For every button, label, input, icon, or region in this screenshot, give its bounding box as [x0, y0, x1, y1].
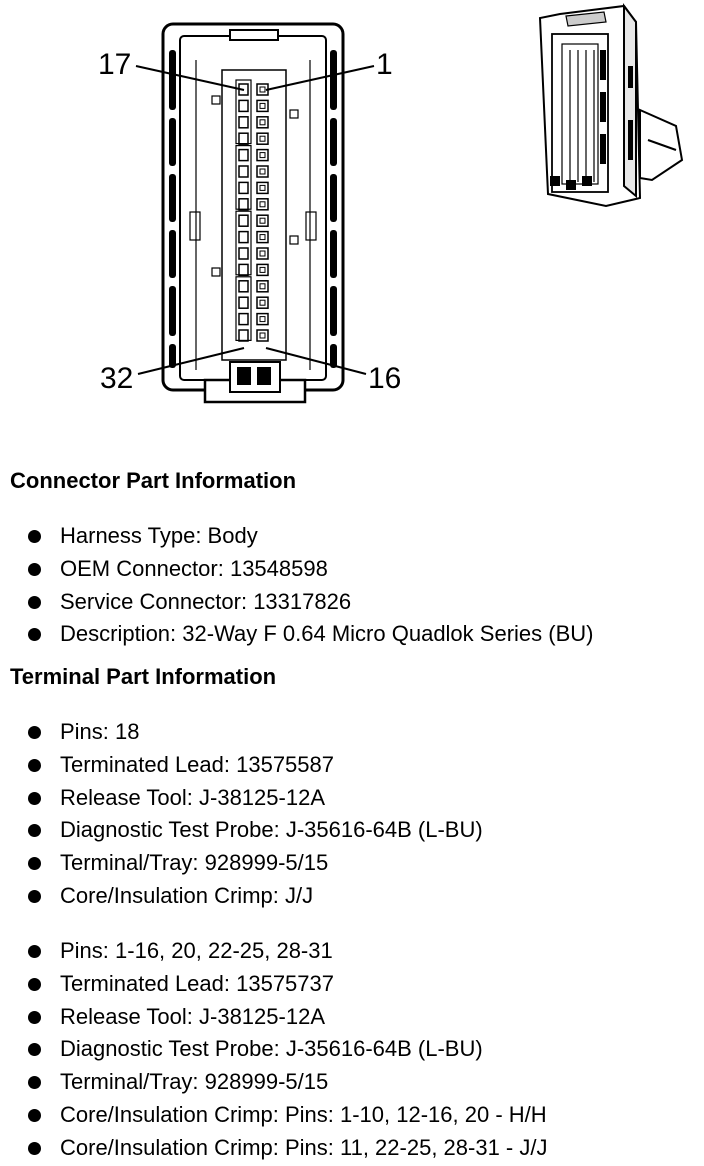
list-item	[0, 880, 483, 913]
list-item-text: OEM Connector: 13548598	[60, 555, 328, 581]
bullet-icon	[28, 628, 41, 641]
list-item-text: Harness Type: Body	[60, 523, 258, 548]
terminal-cavity	[257, 150, 268, 161]
terminal-cavity	[257, 330, 268, 341]
side-slots-left	[169, 50, 176, 368]
bullet-icon	[28, 530, 41, 543]
terminal-cavity	[257, 199, 268, 210]
list-item	[0, 814, 483, 847]
list-item	[0, 935, 547, 968]
pin-label-1: 1	[376, 48, 393, 81]
list-item-text: Terminated Lead: 13575587	[60, 751, 334, 777]
connector-info-heading: Connector Part Information	[10, 468, 297, 493]
terminal-cavity	[257, 314, 268, 325]
list-item-text: Pins: 1-16, 20, 22-25, 28-31	[60, 938, 333, 963]
bullet-icon	[28, 857, 41, 870]
terminal-cavity	[239, 314, 248, 325]
list-item	[0, 553, 593, 586]
bullet-icon	[28, 945, 41, 958]
list-item	[0, 1001, 547, 1034]
terminal-cavity	[257, 232, 268, 243]
terminal-cavity	[239, 281, 248, 292]
list-item-text: Terminal/Tray: 928999-5/15	[60, 1069, 329, 1095]
terminal-cavity	[257, 100, 268, 111]
terminal-info-heading: Terminal Part Information	[10, 664, 277, 689]
bullet-icon	[28, 596, 41, 609]
bullet-icon	[28, 563, 41, 576]
bullet-icon	[28, 792, 41, 805]
terminal-cavity	[257, 117, 268, 128]
terminal-cavity	[257, 264, 268, 275]
list-item-text: Terminal/Tray: 928999-5/15	[60, 850, 329, 876]
connector-isometric-view	[540, 6, 682, 206]
list-item	[0, 749, 483, 782]
terminal-cavity	[257, 281, 268, 292]
list-item	[0, 847, 483, 880]
list-item	[0, 716, 483, 749]
bullet-icon	[28, 726, 41, 739]
list-item-text: Description: 32-Way F 0.64 Micro Quadlok Series (BU)	[60, 621, 594, 647]
connector-info-list	[0, 520, 593, 651]
terminal-cavity	[257, 248, 268, 259]
terminal-cavity	[239, 182, 248, 193]
side-slots-right	[330, 50, 337, 368]
terminal-cavity	[239, 297, 248, 308]
terminal-cavity	[257, 166, 268, 177]
pin-label-16: 16	[368, 362, 402, 395]
pin-label-32: 32	[100, 362, 134, 395]
terminal-cavity	[257, 182, 268, 193]
list-item-text: Terminated Lead: 13575737	[60, 970, 334, 996]
terminal-cavity	[239, 166, 248, 177]
list-item	[0, 1132, 547, 1165]
terminal-cavity	[239, 264, 248, 275]
connector-figure	[0, 0, 704, 440]
list-item-text: Release Tool: J-38125-12A	[60, 1003, 325, 1029]
bullet-icon	[28, 1109, 41, 1122]
terminal-cavity	[239, 100, 248, 111]
bullet-icon	[28, 978, 41, 991]
list-item-text: Pins: 18	[60, 719, 140, 744]
terminal-info-list-1	[0, 716, 483, 913]
list-item-text: Core/Insulation Crimp: J/J	[60, 882, 314, 908]
list-item	[0, 1033, 547, 1066]
list-item	[0, 968, 547, 1001]
bullet-icon	[28, 1142, 41, 1155]
list-item	[0, 1066, 547, 1099]
terminal-cavity	[239, 215, 248, 226]
terminal-cavity	[239, 330, 248, 341]
terminal-cavity	[239, 133, 248, 144]
list-item-text: Core/Insulation Crimp: Pins: 11, 22-25, 28-31 - J/J	[60, 1134, 548, 1160]
list-item	[0, 782, 483, 815]
list-item	[0, 520, 593, 553]
terminal-cavity	[257, 133, 268, 144]
terminal-cavity	[239, 248, 248, 259]
terminal-cavity	[257, 215, 268, 226]
bullet-icon	[28, 1043, 41, 1056]
bullet-icon	[28, 759, 41, 772]
bullet-icon	[28, 824, 41, 837]
terminal-cavity	[239, 117, 248, 128]
connector-face-view	[163, 24, 343, 402]
terminal-cavity	[239, 150, 248, 161]
bullet-icon	[28, 1011, 41, 1024]
list-item-text: Core/Insulation Crimp: Pins: 1-10, 12-16, 20 - H/H	[60, 1101, 547, 1127]
terminal-cavity	[239, 232, 248, 243]
pin-label-17: 17	[98, 48, 132, 81]
terminal-info-list-2	[0, 935, 547, 1165]
bullet-icon	[28, 890, 41, 903]
bullet-icon	[28, 1076, 41, 1089]
list-item-text: Diagnostic Test Probe: J-35616-64B (L-BU)	[60, 1036, 483, 1062]
list-item-text: Diagnostic Test Probe: J-35616-64B (L-BU)	[60, 817, 483, 843]
list-item-text: Release Tool: J-38125-12A	[60, 784, 325, 810]
list-item	[0, 586, 593, 619]
list-item	[0, 618, 593, 651]
list-item	[0, 1099, 547, 1132]
terminal-cavity	[239, 199, 248, 210]
list-item-text: Service Connector: 13317826	[60, 588, 352, 614]
terminal-cavity	[257, 297, 268, 308]
